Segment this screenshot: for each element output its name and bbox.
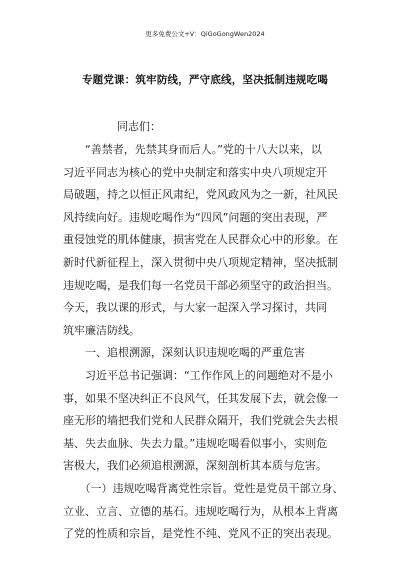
body-line: 今天，我以课的形式，与大家一起深入学习探讨，共同 xyxy=(63,301,327,315)
body-line: 事，如果不坚决纠正不良风气，任其发展下去，就会像一 xyxy=(63,391,338,405)
body-line: 重侵蚀党的肌体健康，损害党在人民群众心中的形象。在 xyxy=(63,233,338,247)
body-line: 习近平总书记强调：“工作作风上的问题绝对不是小 xyxy=(63,368,333,382)
body-line: 习近平同志为核心的党中央制定和落实中央八项规定开 xyxy=(63,165,327,179)
body-line: “善禁者，先禁其身而后人。”党的十八大以来，以 xyxy=(63,143,322,156)
body-line: 筑牢廉洁防线。 xyxy=(63,323,140,337)
body-line: 了党的性质和宗旨，是党性不纯、党风不正的突出表现。 xyxy=(63,527,338,541)
body-line: 违规吃喝，是我们每一名党员干部必须坚守的政治担当。 xyxy=(63,278,338,292)
section-heading: 一、追根溯源，深刻认识违规吃喝的严重危害 xyxy=(63,346,305,360)
body-line: 座无形的墙把我们党和人民群众隔开，我们党就会失去根 xyxy=(63,414,338,428)
body-line: 立业、立言、立德的基石。违规吃喝行为，从根本上背离 xyxy=(63,504,338,518)
body-line: 局破题，持之以恒正风肃纪，党风政风为之一新，社风民 xyxy=(63,188,338,202)
greeting: 同志们： xyxy=(117,120,161,133)
body-line: 害极大，我们必须追根溯源，深刻剖析其本质与危害。 xyxy=(63,459,327,473)
body-line: 基、失去血脉、失去力量。”违规吃喝看似事小，实则危 xyxy=(63,436,328,450)
header-note: 更多免费公文+V：QiGoGongWen2024 xyxy=(145,30,265,38)
body-line: 新时代新征程上，深入贯彻中央八项规定精神，坚决抵制 xyxy=(63,255,338,269)
subsection-heading: （一）违规吃喝背离党性宗旨。党性是党员干部立身、 xyxy=(63,481,344,495)
body-text xyxy=(63,139,353,546)
document-title: 专题党课：筑牢防线，严守底线，坚决抵制违规吃喝 xyxy=(81,74,329,86)
body-line: 风持续向好。违规吃喝作为“四风”问题的突出表现，严 xyxy=(63,210,328,224)
